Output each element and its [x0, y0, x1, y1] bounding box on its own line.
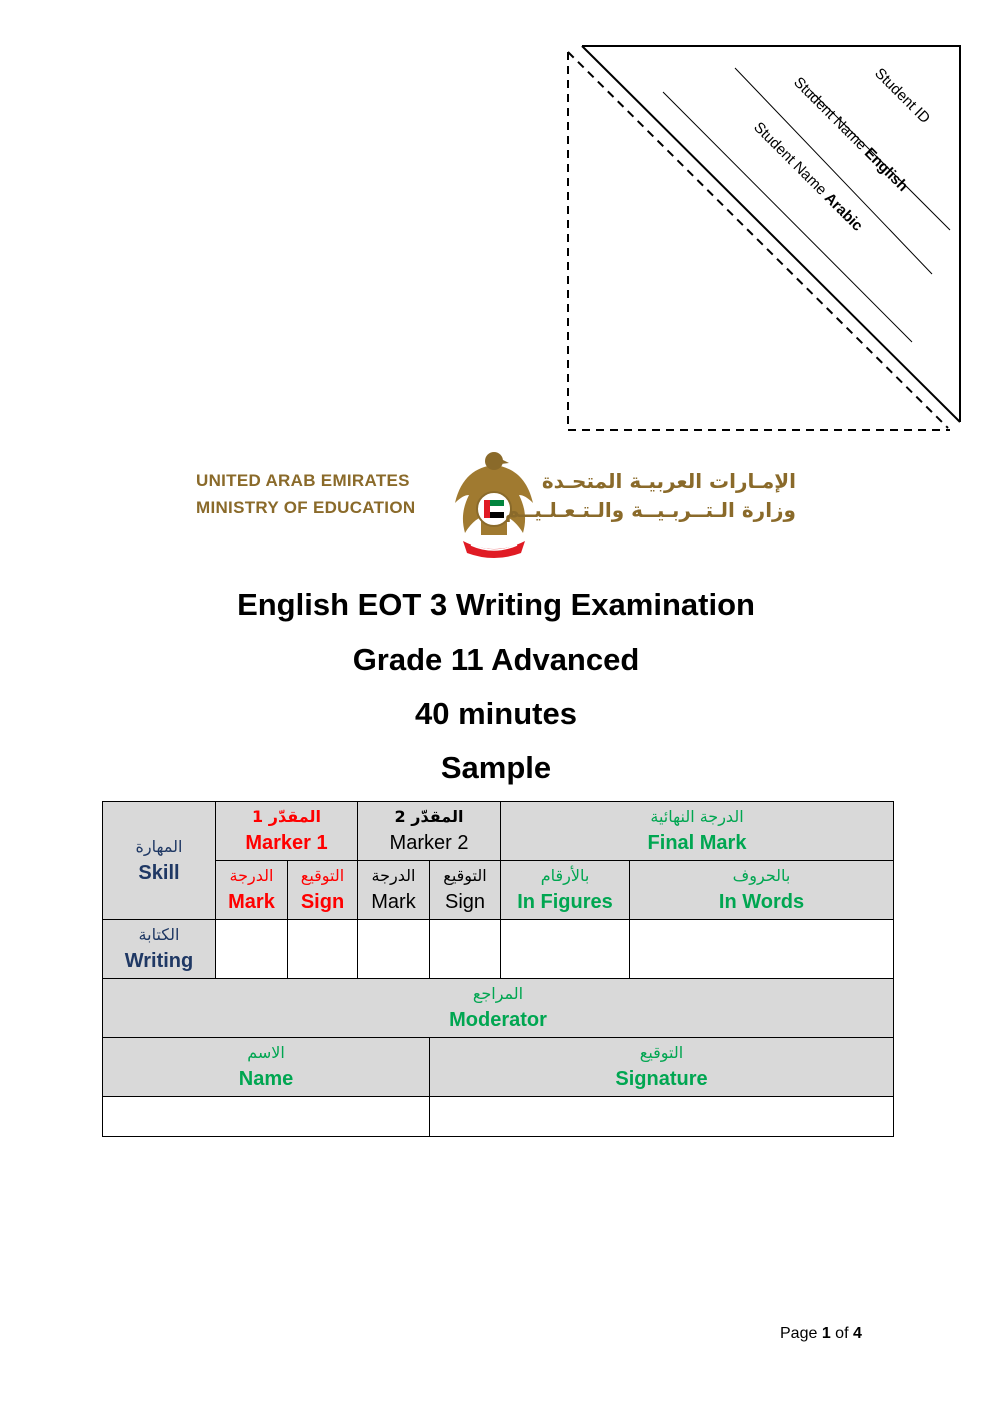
- student-name-arabic-line: [663, 92, 912, 342]
- exam-title: English EOT 3 Writing Examination: [237, 587, 755, 622]
- moderator-en: Moderator: [449, 1009, 547, 1031]
- moderator-signature-en: Signature: [615, 1068, 708, 1090]
- student-info-fold: [560, 40, 965, 435]
- marker2-sign-header: [430, 861, 501, 920]
- moderator-row: [103, 979, 894, 1038]
- moderator-labels-row: [103, 1038, 894, 1097]
- skill-header: [103, 802, 216, 920]
- final-figures-field[interactable]: [501, 920, 630, 979]
- final-mark-header: [501, 802, 894, 861]
- marker2-sign-field[interactable]: [430, 920, 501, 979]
- moderator-name-ar: الاسم: [247, 1043, 285, 1062]
- moderator-signature-header: [430, 1038, 894, 1097]
- marker2-mark-en: Mark: [371, 891, 416, 913]
- moderator-name-field[interactable]: [103, 1097, 430, 1137]
- in-figures-header: [501, 861, 630, 920]
- in-figures-ar: بالأرقام: [540, 866, 590, 885]
- logo-arabic-line2: وزارة الـتــربـيــة والـتـعـلـيــم: [504, 498, 796, 522]
- skill-header-ar: المهارة: [135, 836, 183, 856]
- moderator-ar: المراجع: [472, 984, 524, 1003]
- logo-english-text: [196, 467, 415, 521]
- in-words-en: In Words: [718, 891, 805, 913]
- writing-row: [103, 920, 894, 979]
- final-words-field[interactable]: [630, 920, 894, 979]
- marker1-mark-en: Mark: [228, 891, 275, 913]
- marker1-sign-field[interactable]: [288, 920, 358, 979]
- marks-table: [102, 801, 894, 1137]
- logo-arabic-line1: الإمـارات العربيـة المتحـدة: [541, 469, 796, 493]
- final-mark-header-ar: الدرجة النهائية: [650, 807, 744, 826]
- marker2-header-ar: المقدّر 2: [394, 807, 464, 826]
- page-number: [780, 1325, 862, 1343]
- student-id-label: Student ID: [871, 64, 934, 127]
- marker1-header: [216, 802, 358, 861]
- writing-skill-cell: [103, 920, 216, 979]
- marker1-header-ar: المقدّر 1: [252, 807, 321, 826]
- moderator-fields-row: [103, 1097, 894, 1137]
- ministry-logo: [196, 445, 796, 560]
- student-name-english-label: Student Name English: [790, 73, 912, 195]
- marker2-mark-header: [358, 861, 430, 920]
- skill-header-en: Skill: [138, 861, 180, 884]
- marker2-sign-en: Sign: [444, 891, 486, 913]
- writing-ar: الكتابة: [138, 925, 180, 944]
- page-of: of: [830, 1325, 853, 1342]
- logo-english-line2: MINISTRY OF EDUCATION: [196, 498, 416, 517]
- marker1-mark-ar: الدرجة: [229, 866, 274, 885]
- logo-arabic-text: [505, 467, 796, 525]
- exam-sample-label: Sample: [440, 750, 552, 785]
- moderator-name-en: Name: [238, 1068, 294, 1090]
- marker2-header: [358, 802, 501, 861]
- marker1-mark-header: [216, 861, 288, 920]
- marker1-sign-en: Sign: [300, 891, 345, 913]
- student-name-arabic-label: Student Name Arabic: [750, 118, 866, 235]
- exam-grade: Grade 11 Advanced: [352, 642, 640, 677]
- page-current: 1: [821, 1325, 831, 1342]
- marker1-sign-ar: التوقيع: [300, 866, 345, 885]
- in-words-header: [630, 861, 894, 920]
- marker1-header-en: Marker 1: [245, 832, 328, 854]
- moderator-name-header: [103, 1038, 430, 1097]
- header-row-2: [103, 861, 894, 920]
- moderator-signature-field[interactable]: [430, 1097, 894, 1137]
- moderator-header: [103, 979, 894, 1038]
- marker2-sign-ar: التوقيع: [443, 866, 487, 885]
- marker2-mark-ar: الدرجة: [371, 866, 416, 885]
- in-figures-en: In Figures: [517, 891, 613, 913]
- marker2-header-en: Marker 2: [389, 832, 469, 854]
- page-prefix: Page: [780, 1325, 822, 1342]
- fold-dashed-diagonal: [568, 52, 948, 428]
- header-row-1: [103, 802, 894, 861]
- marker2-mark-field[interactable]: [358, 920, 430, 979]
- exam-duration: 40 minutes: [415, 696, 577, 731]
- writing-en: Writing: [124, 950, 194, 972]
- page-total: 4: [852, 1325, 862, 1342]
- in-words-ar: بالحروف: [732, 866, 791, 885]
- marker1-sign-header: [288, 861, 358, 920]
- moderator-signature-ar: التوقيع: [639, 1043, 684, 1062]
- marker1-mark-field[interactable]: [216, 920, 288, 979]
- final-mark-header-en: Final Mark: [647, 832, 747, 854]
- logo-english-line1: UNITED ARAB EMIRATES: [196, 471, 410, 490]
